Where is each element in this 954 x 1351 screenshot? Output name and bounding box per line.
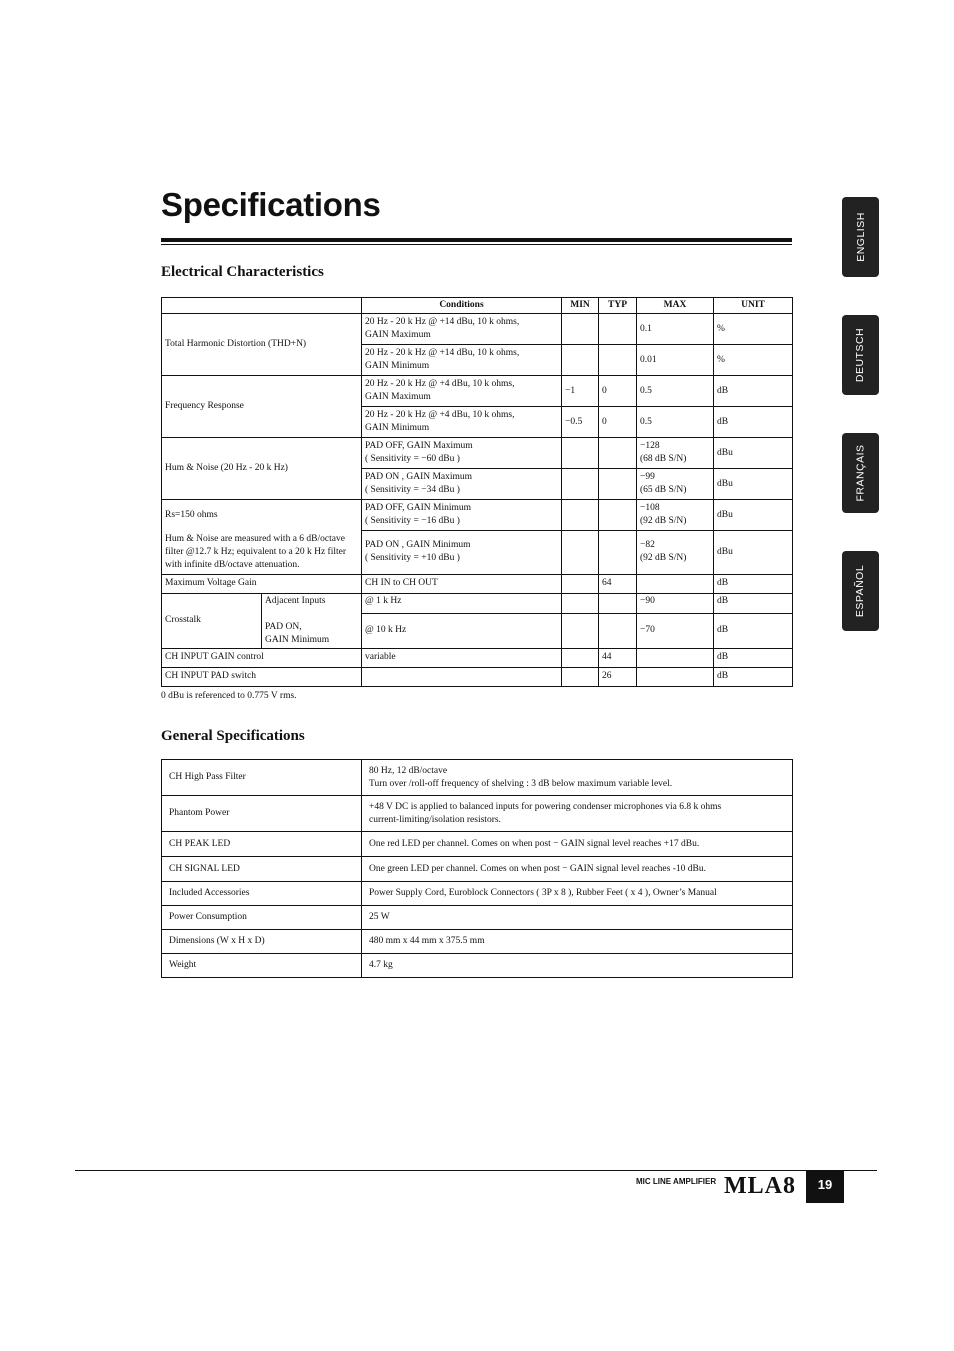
condition-cell: 20 Hz - 20 k Hz @ +14 dBu, 10 k ohms, GAIN Minimum bbox=[362, 345, 562, 376]
header-unit: UNIT bbox=[714, 298, 793, 314]
header-typ: TYP bbox=[599, 298, 637, 314]
footer-rule bbox=[75, 1170, 877, 1171]
min-cell bbox=[562, 438, 599, 469]
tab-francais[interactable]: FRANÇAIS bbox=[842, 433, 879, 513]
min-cell: −0.5 bbox=[562, 407, 599, 438]
tab-deutsch[interactable]: DEUTSCH bbox=[842, 315, 879, 395]
table-row bbox=[162, 438, 793, 469]
table-row bbox=[162, 857, 793, 882]
max-cell: −99 (65 dB S/N) bbox=[637, 469, 714, 500]
table-row bbox=[162, 796, 793, 832]
table-row bbox=[162, 667, 793, 686]
spec-value: One green LED per channel. Comes on when post − GAIN signal level reaches -10 dBu. bbox=[362, 857, 793, 882]
tab-english[interactable]: ENGLISH bbox=[842, 197, 879, 277]
table-row bbox=[162, 376, 793, 407]
max-cell bbox=[637, 574, 714, 593]
table-row bbox=[162, 760, 793, 796]
table-row bbox=[162, 954, 793, 978]
general-table bbox=[161, 759, 793, 978]
gain-control-label: CH INPUT GAIN control bbox=[162, 648, 362, 667]
header-max: MAX bbox=[637, 298, 714, 314]
max-cell: −90 bbox=[637, 593, 714, 614]
unit-cell: dB bbox=[714, 614, 793, 648]
typ-cell: 0 bbox=[599, 376, 637, 407]
pad-switch-label: CH INPUT PAD switch bbox=[162, 667, 362, 686]
footer-model: MLA8 bbox=[724, 1173, 796, 1199]
spec-label: Included Accessories bbox=[162, 882, 362, 906]
spec-value: 480 mm x 44 mm x 375.5 mm bbox=[362, 930, 793, 954]
typ-cell bbox=[599, 614, 637, 648]
title-rule-thick bbox=[161, 238, 792, 242]
spec-label: Dimensions (W x H x D) bbox=[162, 930, 362, 954]
max-gain-label: Maximum Voltage Gain bbox=[162, 574, 362, 593]
spec-label: Power Consumption bbox=[162, 906, 362, 930]
unit-cell: dB bbox=[714, 574, 793, 593]
electrical-heading: Electrical Characteristics bbox=[161, 264, 324, 280]
typ-cell: 26 bbox=[599, 667, 637, 686]
page-number: 19 bbox=[806, 1171, 844, 1203]
typ-cell: 64 bbox=[599, 574, 637, 593]
max-cell: 0.1 bbox=[637, 314, 714, 345]
spec-value: +48 V DC is applied to balanced inputs for powering condenser microphones via 6.8 k ohms current-limiting/isolation resistors. bbox=[362, 796, 793, 832]
tab-espanol[interactable]: ESPAÑOL bbox=[842, 551, 879, 631]
max-cell bbox=[637, 648, 714, 667]
unit-cell: dB bbox=[714, 376, 793, 407]
typ-cell bbox=[599, 531, 637, 575]
table-row bbox=[162, 906, 793, 930]
min-cell bbox=[562, 574, 599, 593]
min-cell bbox=[562, 500, 599, 531]
max-cell: 0.5 bbox=[637, 376, 714, 407]
reference-note: 0 dBu is referenced to 0.775 V rms. bbox=[161, 691, 297, 701]
min-cell bbox=[562, 314, 599, 345]
header-item bbox=[162, 298, 362, 314]
max-cell: 0.01 bbox=[637, 345, 714, 376]
table-row bbox=[162, 500, 793, 531]
condition-cell: 20 Hz - 20 k Hz @ +4 dBu, 10 k ohms, GAIN Minimum bbox=[362, 407, 562, 438]
typ-cell bbox=[599, 345, 637, 376]
spec-value: One red LED per channel. Comes on when post − GAIN signal level reaches +17 dBu. bbox=[362, 832, 793, 857]
crosstalk-sub: Adjacent Inputs PAD ON, GAIN Minimum bbox=[262, 593, 362, 648]
condition-cell: @ 10 k Hz bbox=[362, 614, 562, 648]
unit-cell: dBu bbox=[714, 438, 793, 469]
spec-label: Weight bbox=[162, 954, 362, 978]
min-cell bbox=[562, 593, 599, 614]
max-cell: −70 bbox=[637, 614, 714, 648]
typ-cell bbox=[599, 593, 637, 614]
general-heading: General Specifications bbox=[161, 728, 305, 744]
min-cell bbox=[562, 614, 599, 648]
table-row bbox=[162, 832, 793, 857]
typ-cell bbox=[599, 500, 637, 531]
max-cell: −128 (68 dB S/N) bbox=[637, 438, 714, 469]
table-row bbox=[162, 882, 793, 906]
typ-cell bbox=[599, 314, 637, 345]
table-row bbox=[162, 930, 793, 954]
hum-rs: Rs=150 ohms bbox=[162, 500, 362, 531]
header-conditions: Conditions bbox=[362, 298, 562, 314]
title-rule-thin bbox=[161, 244, 792, 245]
footer-subtitle: MIC LINE AMPLIFIER bbox=[636, 1177, 717, 1186]
table-row bbox=[162, 648, 793, 667]
unit-cell: dB bbox=[714, 648, 793, 667]
spec-label: Phantom Power bbox=[162, 796, 362, 832]
spec-label: CH High Pass Filter bbox=[162, 760, 362, 796]
min-cell bbox=[562, 531, 599, 575]
max-cell: 0.5 bbox=[637, 407, 714, 438]
unit-cell: dBu bbox=[714, 500, 793, 531]
header-min: MIN bbox=[562, 298, 599, 314]
unit-cell: dB bbox=[714, 593, 793, 614]
condition-cell: PAD ON , GAIN Minimum ( Sensitivity = +10 dBu ) bbox=[362, 531, 562, 575]
table-row bbox=[162, 314, 793, 345]
typ-cell: 44 bbox=[599, 648, 637, 667]
table-row bbox=[162, 593, 793, 614]
condition-cell: PAD OFF, GAIN Minimum ( Sensitivity = −16 dBu ) bbox=[362, 500, 562, 531]
max-cell: −82 (92 dB S/N) bbox=[637, 531, 714, 575]
hum-note: Hum & Noise are measured with a 6 dB/octave filter @12.7 k Hz; equivalent to a 20 k Hz filter with infinite dB/octave attenuation. bbox=[162, 531, 362, 575]
page-title: Specifications bbox=[161, 186, 381, 223]
condition-cell: variable bbox=[362, 648, 562, 667]
freq-label: Frequency Response bbox=[162, 376, 362, 438]
typ-cell bbox=[599, 469, 637, 500]
unit-cell: dBu bbox=[714, 469, 793, 500]
unit-cell: % bbox=[714, 345, 793, 376]
typ-cell: 0 bbox=[599, 407, 637, 438]
min-cell: −1 bbox=[562, 376, 599, 407]
spec-value: Power Supply Cord, Euroblock Connectors ( 3P x 8 ), Rubber Feet ( x 4 ), Owner’s Manual bbox=[362, 882, 793, 906]
spec-label: CH SIGNAL LED bbox=[162, 857, 362, 882]
unit-cell: dB bbox=[714, 407, 793, 438]
condition-cell: 20 Hz - 20 k Hz @ +4 dBu, 10 k ohms, GAIN Maximum bbox=[362, 376, 562, 407]
unit-cell: dBu bbox=[714, 531, 793, 575]
table-row bbox=[162, 574, 793, 593]
condition-cell: PAD OFF, GAIN Maximum ( Sensitivity = −60 dBu ) bbox=[362, 438, 562, 469]
spec-label: CH PEAK LED bbox=[162, 832, 362, 857]
condition-cell: @ 1 k Hz bbox=[362, 593, 562, 614]
condition-cell: 20 Hz - 20 k Hz @ +14 dBu, 10 k ohms, GAIN Maximum bbox=[362, 314, 562, 345]
table-row bbox=[162, 531, 793, 575]
condition-cell: PAD ON , GAIN Maximum ( Sensitivity = −34 dBu ) bbox=[362, 469, 562, 500]
crosstalk-label: Crosstalk bbox=[162, 593, 262, 648]
condition-cell: CH IN to CH OUT bbox=[362, 574, 562, 593]
condition-cell bbox=[362, 667, 562, 686]
unit-cell: % bbox=[714, 314, 793, 345]
table-header-row bbox=[162, 298, 793, 314]
hum-label: Hum & Noise (20 Hz - 20 k Hz) bbox=[162, 438, 362, 500]
unit-cell: dB bbox=[714, 667, 793, 686]
electrical-table bbox=[161, 297, 793, 687]
min-cell bbox=[562, 469, 599, 500]
spec-value: 4.7 kg bbox=[362, 954, 793, 978]
typ-cell bbox=[599, 438, 637, 469]
min-cell bbox=[562, 345, 599, 376]
spec-value: 25 W bbox=[362, 906, 793, 930]
min-cell bbox=[562, 648, 599, 667]
thd-label: Total Harmonic Distortion (THD+N) bbox=[162, 314, 362, 376]
max-cell: −108 (92 dB S/N) bbox=[637, 500, 714, 531]
max-cell bbox=[637, 667, 714, 686]
spec-value: 80 Hz, 12 dB/octave Turn over /roll-off frequency of shelving : 3 dB below maximum variable level. bbox=[362, 760, 793, 796]
min-cell bbox=[562, 667, 599, 686]
